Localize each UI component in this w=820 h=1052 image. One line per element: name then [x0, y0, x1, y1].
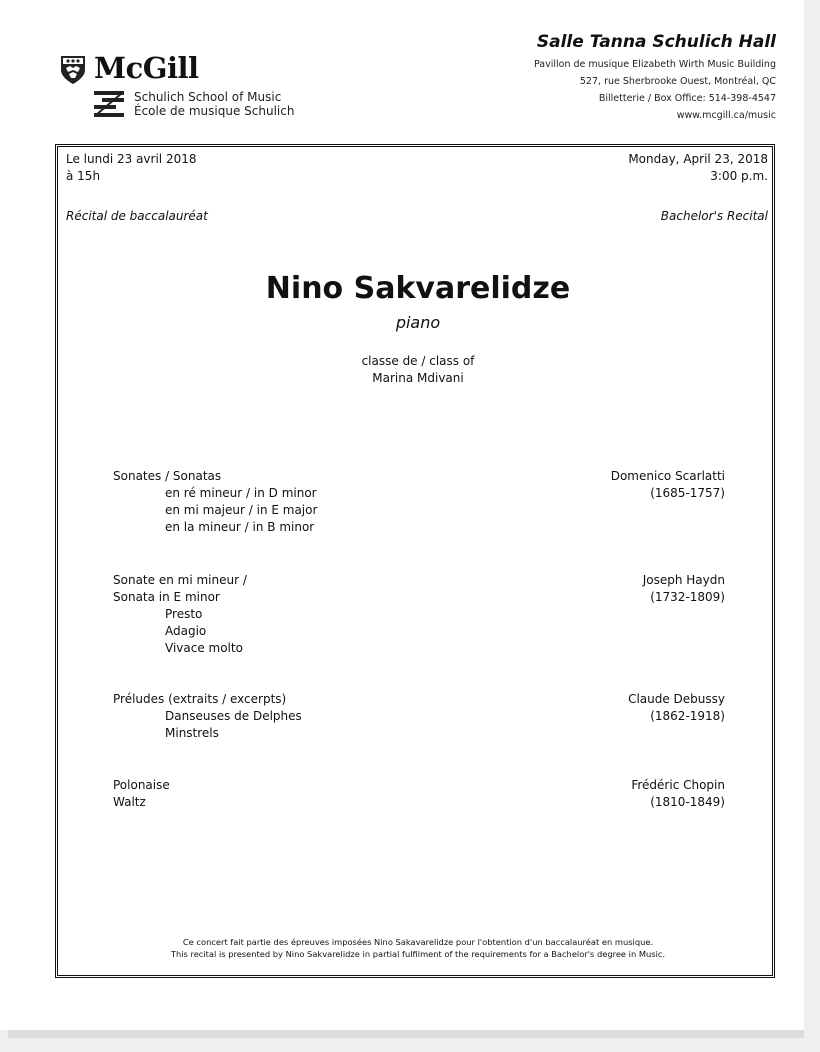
teacher-block	[58, 353, 778, 387]
recital-type-fr: Récital de baccalauréat	[66, 209, 208, 223]
university-name: McGill	[94, 51, 199, 85]
piece-title: Sonata in E minor	[113, 590, 220, 604]
page-scrollbar-track	[8, 1030, 804, 1038]
piece-title: Préludes (extraits / excerpts)	[113, 692, 287, 706]
piece-title: Polonaise	[113, 778, 170, 792]
school-name-en: Schulich School of Music	[134, 90, 282, 104]
composer-dates: (1685-1757)	[650, 486, 725, 500]
schulich-mark-icon	[94, 91, 124, 117]
movement: Adagio	[165, 624, 207, 638]
venue-box-office: Billetterie / Box Office: 514-398-4547	[598, 93, 776, 104]
date-fr-block	[66, 151, 196, 185]
composer-haydn	[643, 572, 725, 606]
footnote-fr: Ce concert fait partie des épreuves imposées Nino Sakavarelidze pour l'obtention d'un baccalauréat en musique.	[182, 937, 654, 947]
composer-chopin	[631, 777, 725, 811]
date-fr: Le lundi 23 avril 2018	[66, 152, 197, 166]
composer-name: Claude Debussy	[628, 692, 725, 706]
performer-name: Nino Sakvarelidze	[265, 271, 571, 306]
mcgill-crest-icon	[60, 55, 86, 85]
piece-title: Waltz	[113, 795, 146, 809]
venue-website: www.mcgill.ca/music	[676, 110, 776, 121]
venue-building: Pavillon de musique Elizabeth Wirth Music Building	[533, 59, 776, 70]
movement: en ré mineur / in D minor	[165, 486, 317, 500]
venue-name: Salle Tanna Schulich Hall	[536, 32, 776, 52]
date-en: Monday, April 23, 2018	[628, 152, 768, 166]
teacher-name: Marina Mdivani	[372, 371, 464, 385]
program-item-scarlatti	[113, 468, 317, 536]
program-frame	[55, 144, 775, 978]
time-fr: à 15h	[66, 169, 101, 183]
venue-address: 527, rue Sherbrooke Ouest, Montréal, QC	[579, 76, 776, 87]
performer-instrument: piano	[395, 313, 441, 332]
program-item-haydn	[113, 572, 247, 657]
movement: Minstrels	[165, 726, 219, 740]
movement: en mi majeur / in E major	[165, 503, 318, 517]
composer-scarlatti	[611, 468, 725, 502]
composer-dates: (1862-1918)	[650, 709, 725, 723]
composer-debussy	[628, 691, 725, 725]
venue-block	[534, 32, 776, 124]
footnote-en: This recital is presented by Nino Sakvarelidze in partial fulfilment of the requirements for a Bachelor's degree in Music.	[170, 949, 666, 959]
time-en: 3:00 p.m.	[710, 169, 768, 183]
movement: Vivace molto	[165, 641, 243, 655]
composer-name: Domenico Scarlatti	[610, 469, 725, 483]
movement: Presto	[165, 607, 203, 621]
class-label: classe de / class of	[361, 354, 475, 368]
footnote	[58, 936, 778, 960]
date-en-block	[628, 151, 768, 185]
recital-type-en: Bachelor's Recital	[660, 209, 768, 223]
movement: en la mineur / in B minor	[165, 520, 315, 534]
composer-dates: (1810-1849)	[650, 795, 725, 809]
piece-title: Sonates / Sonatas	[113, 469, 222, 483]
program-item-debussy	[113, 691, 302, 742]
program-item-chopin	[113, 777, 170, 811]
composer-name: Frédéric Chopin	[631, 778, 725, 792]
composer-dates: (1732-1809)	[650, 590, 725, 604]
piece-title: Sonate en mi mineur /	[113, 573, 247, 587]
composer-name: Joseph Haydn	[642, 573, 725, 587]
movement: Danseuses de Delphes	[165, 709, 302, 723]
school-name-fr: École de musique Schulich	[134, 104, 295, 118]
